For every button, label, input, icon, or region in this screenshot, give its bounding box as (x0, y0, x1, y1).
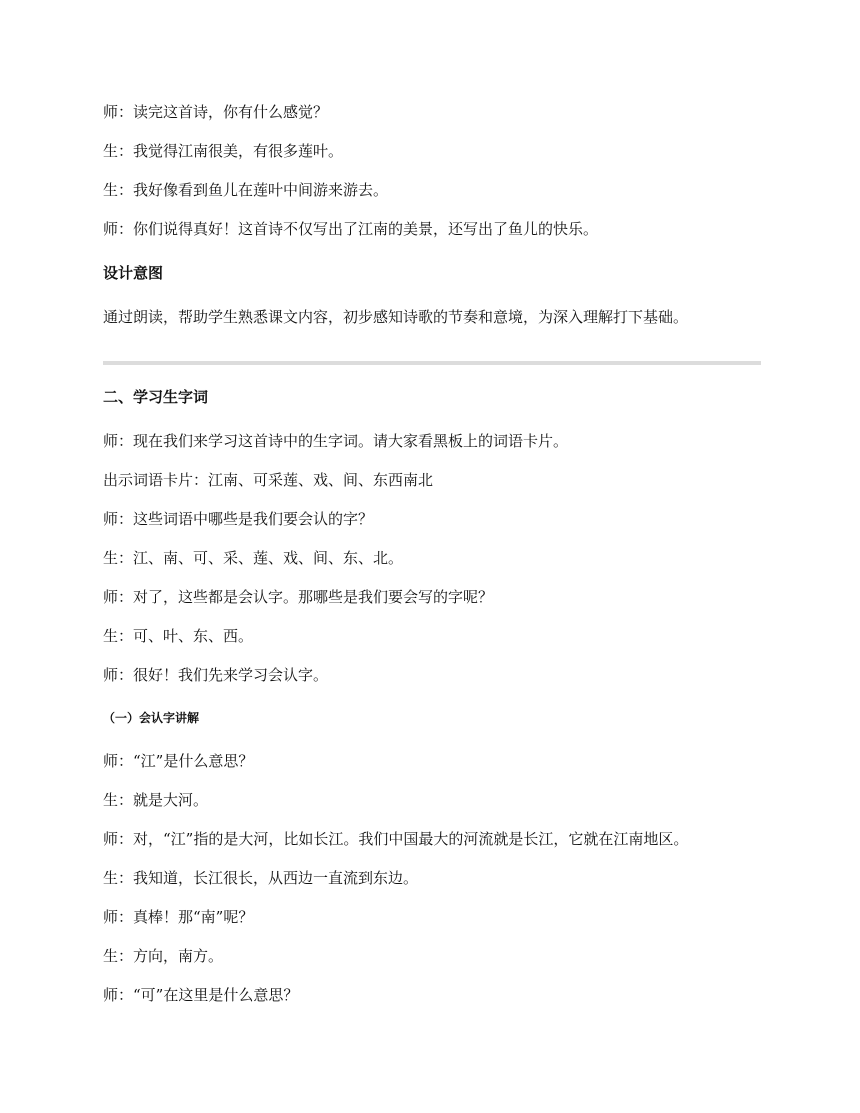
subsection-heading: （一）会认字讲解 (103, 711, 200, 725)
design-intent-heading: 设计意图 (103, 264, 164, 282)
dialogue-line: 师：真棒！那“南”呢？ (103, 908, 254, 926)
dialogue-line: 师：对，“江”指的是大河，比如长江。我们中国最大的河流就是长江，它就在江南地区。 (103, 830, 689, 848)
dialogue-line: 师：现在我们来学习这首诗中的生字词。请大家看黑板上的词语卡片。 (103, 432, 569, 450)
section-heading: 二、学习生字词 (103, 388, 209, 406)
dialogue-line: 生：我觉得江南很美，有很多莲叶。 (103, 142, 344, 160)
dialogue-line: 师：“江”是什么意思？ (103, 752, 254, 770)
design-intent-text: 通过朗读，帮助学生熟悉课文内容，初步感知诗歌的节奏和意境，为深入理解打下基础。 (103, 308, 689, 326)
dialogue-line: 生：江、南、可、采、莲、戏、间、东、北。 (103, 549, 404, 567)
dialogue-line: 生：我知道，长江很长，从西边一直流到东边。 (103, 869, 419, 887)
dialogue-line: 师：这些词语中哪些是我们要会认的字？ (103, 510, 374, 528)
dialogue-line: 生：可、叶、东、西。 (103, 627, 254, 645)
dialogue-line: 生：方向，南方。 (103, 947, 224, 965)
section-divider (103, 361, 761, 365)
dialogue-line: 师：很好！我们先来学习会认字。 (103, 666, 329, 684)
dialogue-line: 生：就是大河。 (103, 791, 209, 809)
dialogue-line: 师：对了，这些都是会认字。那哪些是我们要会写的字呢？ (103, 588, 494, 606)
dialogue-line: 生：我好像看到鱼儿在莲叶中间游来游去。 (103, 181, 389, 199)
dialogue-line: 师：“可”在这里是什么意思？ (103, 986, 299, 1004)
dialogue-line: 师：读完这首诗，你有什么感觉？ (103, 103, 329, 121)
dialogue-line: 师：你们说得真好！这首诗不仅写出了江南的美景，还写出了鱼儿的快乐。 (103, 220, 599, 238)
dialogue-line: 出示词语卡片：江南、可采莲、戏、间、东西南北 (103, 471, 434, 489)
